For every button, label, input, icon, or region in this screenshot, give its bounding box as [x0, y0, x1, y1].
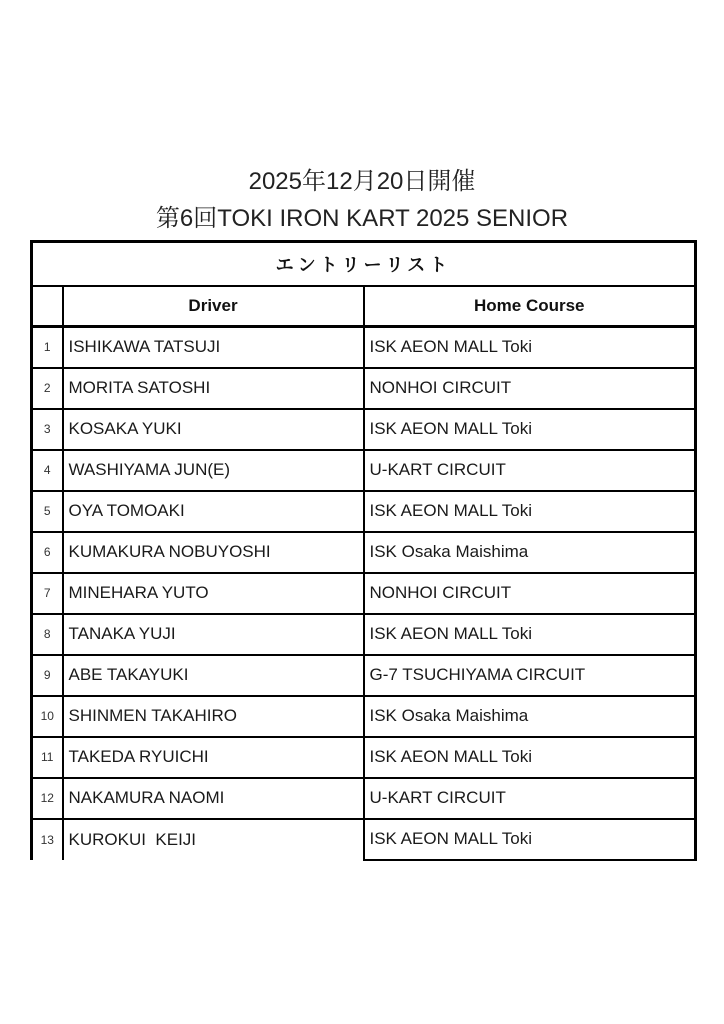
home-course: ISK AEON MALL Toki [364, 737, 696, 778]
driver-name: NAKAMURA NAOMI [63, 778, 364, 819]
driver-name: OYA TOMOAKI [63, 491, 364, 532]
home-course: NONHOI CIRCUIT [364, 573, 696, 614]
driver-name: WASHIYAMA JUN(E) [63, 450, 364, 491]
table-row [32, 450, 696, 491]
col-header-number [32, 286, 63, 327]
row-number: 2 [32, 368, 63, 409]
row-number: 11 [32, 737, 63, 778]
entry-list-table [30, 240, 697, 861]
row-number: 4 [32, 450, 63, 491]
table-row [32, 327, 696, 368]
page-titles [0, 163, 724, 237]
home-course: ISK AEON MALL Toki [364, 327, 696, 368]
driver-name: MORITA SATOSHI [63, 368, 364, 409]
col-header-driver: Driver [63, 286, 364, 327]
home-course: NONHOI CIRCUIT [364, 368, 696, 409]
row-number: 7 [32, 573, 63, 614]
row-number: 12 [32, 778, 63, 819]
driver-name: MINEHARA YUTO [63, 573, 364, 614]
row-number: 1 [32, 327, 63, 368]
home-course: ISK Osaka Maishima [364, 696, 696, 737]
driver-name: TAKEDA RYUICHI [63, 737, 364, 778]
table-row [32, 737, 696, 778]
driver-name: KOSAKA YUKI [63, 409, 364, 450]
row-number: 6 [32, 532, 63, 573]
table-row [32, 614, 696, 655]
home-course: ISK AEON MALL Toki [364, 409, 696, 450]
col-header-home-course: Home Course [364, 286, 696, 327]
table-row [32, 368, 696, 409]
row-number: 8 [32, 614, 63, 655]
event-name-title: 第6回TOKI IRON KART 2025 SENIOR [155, 205, 569, 232]
row-number: 5 [32, 491, 63, 532]
row-number: 9 [32, 655, 63, 696]
driver-name: TANAKA YUJI [63, 614, 364, 655]
table-caption-row [32, 242, 696, 286]
table-row [32, 696, 696, 737]
table-row [32, 655, 696, 696]
row-number: 3 [32, 409, 63, 450]
driver-name: KUROKUI KEIJI [63, 819, 364, 860]
home-course: G-7 TSUCHIYAMA CIRCUIT [364, 655, 696, 696]
table-row [32, 491, 696, 532]
row-number: 13 [32, 819, 63, 860]
home-course: U-KART CIRCUIT [364, 450, 696, 491]
table-row [32, 409, 696, 450]
driver-name: SHINMEN TAKAHIRO [63, 696, 364, 737]
table-body [32, 327, 696, 860]
home-course: ISK AEON MALL Toki [364, 614, 696, 655]
driver-name: ISHIKAWA TATSUJI [63, 327, 364, 368]
table-row [32, 573, 696, 614]
table-caption: エントリーリスト [32, 242, 696, 286]
home-course: ISK AEON MALL Toki [364, 819, 696, 860]
table-row [32, 819, 696, 860]
event-date-title: 2025年12月20日開催 [248, 168, 476, 195]
table-row [32, 532, 696, 573]
home-course: ISK Osaka Maishima [364, 532, 696, 573]
home-course: U-KART CIRCUIT [364, 778, 696, 819]
table-header-row [32, 286, 696, 327]
row-number: 10 [32, 696, 63, 737]
home-course: ISK AEON MALL Toki [364, 491, 696, 532]
driver-name: KUMAKURA NOBUYOSHI [63, 532, 364, 573]
driver-name: ABE TAKAYUKI [63, 655, 364, 696]
table-row [32, 778, 696, 819]
